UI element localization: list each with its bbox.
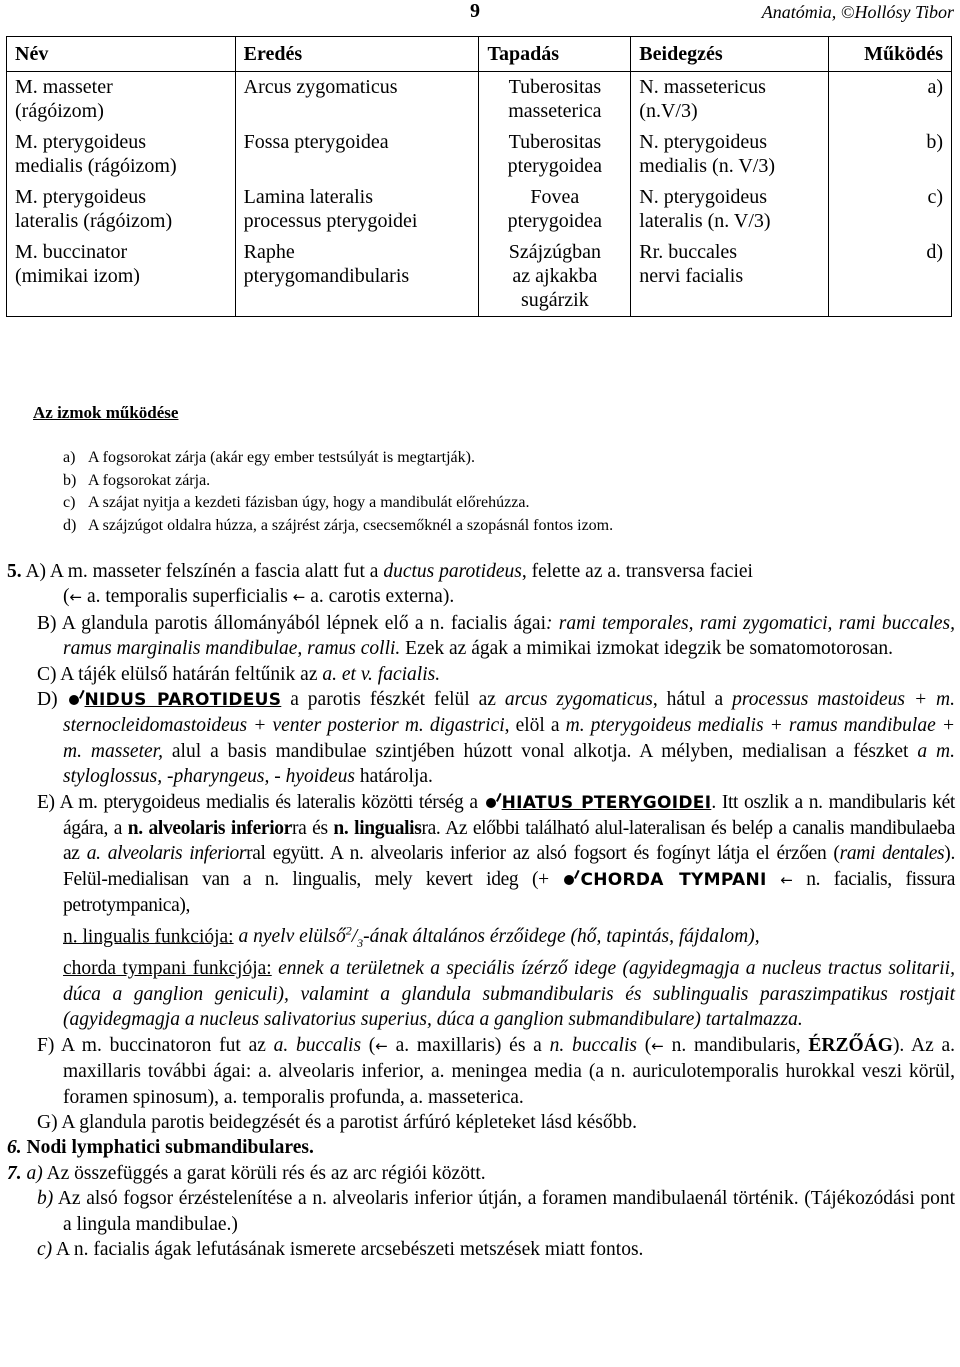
text: a nyelv elülső <box>233 926 346 948</box>
para-b <box>7 611 955 662</box>
cell-insertion <box>479 127 631 182</box>
text: ). Felül-medialisan van a n. lingualis, mely kevert ideg (+ <box>63 843 955 890</box>
page-number: 9 <box>470 0 480 22</box>
term-hiatus-pterygoidei: HIATUS PTERYGOIDEI <box>501 792 712 813</box>
text: ( <box>636 1034 652 1056</box>
functions-list <box>63 447 613 537</box>
cell-name <box>7 127 236 182</box>
text: ( <box>361 1034 376 1056</box>
table-row <box>7 127 952 182</box>
text: Ezek az ágak a mimikai izmokat idegzik be somatomotorosan. <box>400 638 894 660</box>
function-text: A szájat nyitja a kezdeti fázisban úgy, hogy a mandibulát előrehúzza. <box>88 494 530 511</box>
left-arrow-icon: ← <box>292 588 306 607</box>
function-item <box>63 447 613 470</box>
text: B) A glandula parotis állományából lépnek elő a n. facialis ágai <box>37 612 546 634</box>
para-6 <box>7 1135 955 1160</box>
pin-icon <box>484 792 500 810</box>
text: , hátul a <box>652 689 733 711</box>
cell-line: (rágóizom) <box>15 100 104 122</box>
cell-line: pterygoidea <box>507 155 603 177</box>
running-title: Anatómia, ©Hollósy Tibor <box>761 2 954 22</box>
col-header-mukodes: Működés <box>829 37 952 72</box>
table-header-row <box>7 37 952 72</box>
text: a. alveolaris inferior <box>86 843 247 865</box>
cell-line: medialis (n. V/3) <box>639 155 776 177</box>
cell-insertion <box>479 182 631 237</box>
section-number-6: 6. <box>7 1137 22 1159</box>
text: A n. facialis ágak lefutásának ismerete arcsebészeti metszések miatt fontos. <box>52 1238 644 1260</box>
cell-innervation <box>631 127 829 182</box>
text: / <box>351 926 358 948</box>
cell-line: Tuberositas <box>508 76 602 98</box>
cell-line: Rr. buccales <box>639 241 738 263</box>
col-header-beidegzes: Beidegzés <box>631 37 829 72</box>
text: ductus parotideus <box>383 561 522 582</box>
functions-title: Az izmok működése <box>33 403 179 422</box>
col-header-tapadas: Tapadás <box>479 37 631 72</box>
text: ( <box>63 586 70 608</box>
cell-line: sugárzik <box>520 289 589 311</box>
cell-innervation <box>631 182 829 237</box>
text: : rami temporales, rami zygomatici, rami buccales, ramus marginalis mandibulae, ramus colli. <box>63 612 955 660</box>
para-e <box>7 790 955 919</box>
text: m. pterygoideus medialis + ramus mandibulae + m. masseter, <box>63 715 955 762</box>
cell-function: c) <box>829 182 952 237</box>
cell-origin <box>235 182 479 237</box>
text: n. lingualis funkciója: <box>63 926 234 948</box>
para-chorda <box>7 956 955 1032</box>
para-c <box>7 662 955 687</box>
text: a. carotis externa). <box>305 586 455 608</box>
cell-line: medialis (rágóizom) <box>15 155 177 177</box>
cell-line: nervi facialis <box>639 265 744 287</box>
col-header-nev: Név <box>7 37 236 72</box>
text: határolja. <box>354 766 433 788</box>
cell-innervation <box>631 72 829 128</box>
cell-origin <box>235 127 479 182</box>
cell-origin <box>235 237 479 317</box>
cell-line: Tuberositas <box>508 131 602 153</box>
text: n. alveolaris inferior <box>127 818 292 840</box>
term-chorda-tympani: CHORDA TYMPANI <box>580 869 767 890</box>
text: 2 <box>345 923 352 938</box>
text: a. temporalis superficialis <box>82 586 293 608</box>
cell-line: Lamina lateralis <box>243 186 374 208</box>
left-arrow-icon: ← <box>780 870 793 889</box>
text: a. et v. facialis. <box>322 663 441 685</box>
para-f <box>7 1033 955 1110</box>
function-label: c) <box>63 494 76 511</box>
cell-line: az ajkakba <box>512 265 598 287</box>
text: processus mastoideus + m. sternocleidomastoideus + venter posterior m. digastrici <box>63 689 955 737</box>
para-g: G) A glandula parotis beidegzését és a parotist árfúró képleteket lásd később. <box>37 1111 637 1133</box>
function-item <box>63 492 613 515</box>
cell-line: lateralis (rágóizom) <box>15 210 173 232</box>
cell-insertion <box>479 72 631 128</box>
muscle-table <box>6 36 952 317</box>
cell-line: (mimikai izom) <box>15 265 140 287</box>
cell-line: Fovea <box>530 186 580 208</box>
text: D) <box>37 689 67 711</box>
section-number-7: 7. <box>7 1162 22 1184</box>
cell-line: M. pterygoideus <box>15 186 147 208</box>
function-label: b) <box>63 471 77 489</box>
para-7b <box>7 1186 955 1237</box>
cell-function: b) <box>829 127 952 182</box>
pin-icon <box>67 689 83 707</box>
text: a. maxillaris) és a <box>387 1034 550 1056</box>
text: ra. Az előbbi található alul-lateralisan és belép a canalis mandibulaeba az <box>63 818 956 865</box>
body-text <box>7 559 955 1262</box>
text: b) <box>37 1188 54 1210</box>
cell-name <box>7 182 236 237</box>
cell-origin <box>235 72 479 128</box>
function-item <box>63 515 613 538</box>
text: n. mandibularis, <box>663 1034 809 1056</box>
cell-line: pterygomandibularis <box>243 265 410 287</box>
cell-line: Szájzúgban <box>508 241 601 263</box>
cell-line: N. pterygoideus <box>639 186 768 208</box>
cell-name <box>7 72 236 128</box>
cell-line: Raphe <box>243 241 295 263</box>
cell-line: (n.V/3) <box>639 100 698 122</box>
left-arrow-icon: ← <box>651 1036 664 1055</box>
cell-line: M. masseter <box>15 76 113 98</box>
function-text: A fogsorokat zárja (akár egy ember testsúlyát is megtartják). <box>88 449 475 466</box>
left-arrow-icon: ← <box>69 588 83 607</box>
text: n. lingualis <box>333 818 422 840</box>
function-text: A szájzúgot oldalra húzza, a szájrést zárja, csecsemőknél a szopásnál fontos izom. <box>88 516 614 534</box>
text: arcus zygomaticus <box>504 689 653 711</box>
function-text: A fogsorokat zárja. <box>88 471 211 489</box>
text: , elöl a <box>504 715 566 737</box>
cell-line: Arcus zygomaticus <box>243 76 398 98</box>
cell-name <box>7 237 236 317</box>
cell-line: Fossa pterygoidea <box>243 131 389 153</box>
text: C) A tájék elülső határán feltűnik az <box>37 663 323 685</box>
cell-function: d) <box>829 237 952 317</box>
text: A) A m. masseter felszínén a fascia alatt fut a <box>25 561 384 582</box>
left-arrow-icon: ← <box>375 1036 388 1055</box>
col-header-eredes: Eredés <box>235 37 479 72</box>
text: E) A m. pterygoideus medialis és lateralis közötti térség a <box>37 791 484 813</box>
text: Az alsó fogsor érzéstelenítése a n. alveolaris inferior útján, a foramen mandibulaenál történik. (Tájékozódási pont a lingula mandibulae.) <box>53 1188 955 1235</box>
cell-line: M. buccinator <box>15 241 128 263</box>
term-nidus-parotideus: NIDUS PAROTIDEUS <box>84 690 282 711</box>
cell-line: N. massetericus <box>639 76 766 98</box>
cell-line: masseterica <box>508 100 602 122</box>
text: Az összefüggés a garat körüli rés és az arc régiói között. <box>42 1162 486 1184</box>
text: 3 <box>357 936 364 951</box>
text: ). Az a. maxillaris további ágai: a. alveolaris inferior, a. meningea media (a n. auriculotemporalis hurokkal veszi körül, foramen spinosum), a. temporalis profunda, a. masseterica. <box>63 1034 956 1108</box>
section-number-5: 5. <box>7 561 22 582</box>
function-item <box>63 470 613 493</box>
cell-line: M. pterygoideus <box>15 131 147 153</box>
cell-line: pterygoidea <box>507 210 603 232</box>
text: . Itt oszlik a n. mandibularis két ágára, a <box>63 791 955 840</box>
text: chorda tympani funkcjója: <box>63 958 272 980</box>
text: n. facialis, fissura petrotympanica), <box>63 868 955 917</box>
text: c) <box>37 1238 53 1260</box>
cell-line: N. pterygoideus <box>639 131 768 153</box>
text: a parotis fészkét felül az <box>281 689 505 711</box>
para-lingualis <box>7 919 955 957</box>
text: ÉRZŐÁG <box>808 1034 893 1056</box>
para-7c <box>7 1237 955 1262</box>
text: n. buccalis <box>549 1034 637 1056</box>
cell-function: a) <box>829 72 952 128</box>
cell-line: processus pterygoidei <box>243 210 418 232</box>
cell-line: lateralis (n. V/3) <box>639 210 771 232</box>
table-row <box>7 72 952 128</box>
para-7a <box>7 1161 955 1186</box>
function-label: a) <box>63 449 76 466</box>
text: alul a basis mandibulae szintjében húzott vonal alkotja. A mélyben, medialisan a fészket <box>162 740 918 762</box>
text: -ának általános érzőidege (hő, tapintás, fájdalom), <box>363 926 760 948</box>
cell-innervation <box>631 237 829 317</box>
table-row <box>7 182 952 237</box>
text: rami dentales <box>839 843 945 865</box>
cell-insertion <box>479 237 631 317</box>
text: a m. styloglossus, -pharyngeus, - hyoideus <box>63 740 956 788</box>
function-label: d) <box>63 516 77 534</box>
text: a) <box>26 1162 43 1184</box>
text: ennek a területnek a speciális ízérző idege (agyidegmagja a nucleus tractus solitarii, dúca a ganglion geniculi), valamint a glandula submandibularis és sublingualis paraszimpatikus rostjait (agyidegmagja a nucleus salivatorius superius, dúca a ganglion submandibulare) tartalmazza. <box>63 958 955 1031</box>
pin-icon <box>562 869 578 887</box>
text: , felette az a. transversa faciei <box>521 561 753 582</box>
para-d <box>7 687 955 790</box>
text: F) A m. buccinatoron fut az <box>37 1034 274 1056</box>
para-5a <box>7 559 955 611</box>
text: a. buccalis <box>273 1034 362 1056</box>
text: Nodi lymphatici submandibulares. <box>26 1137 314 1159</box>
text: ra és <box>291 818 334 840</box>
text: ral együtt. A n. alveolaris inferior az alsó fogsort és fogínyt látja el érzően ( <box>246 843 840 865</box>
table-row <box>7 237 952 317</box>
